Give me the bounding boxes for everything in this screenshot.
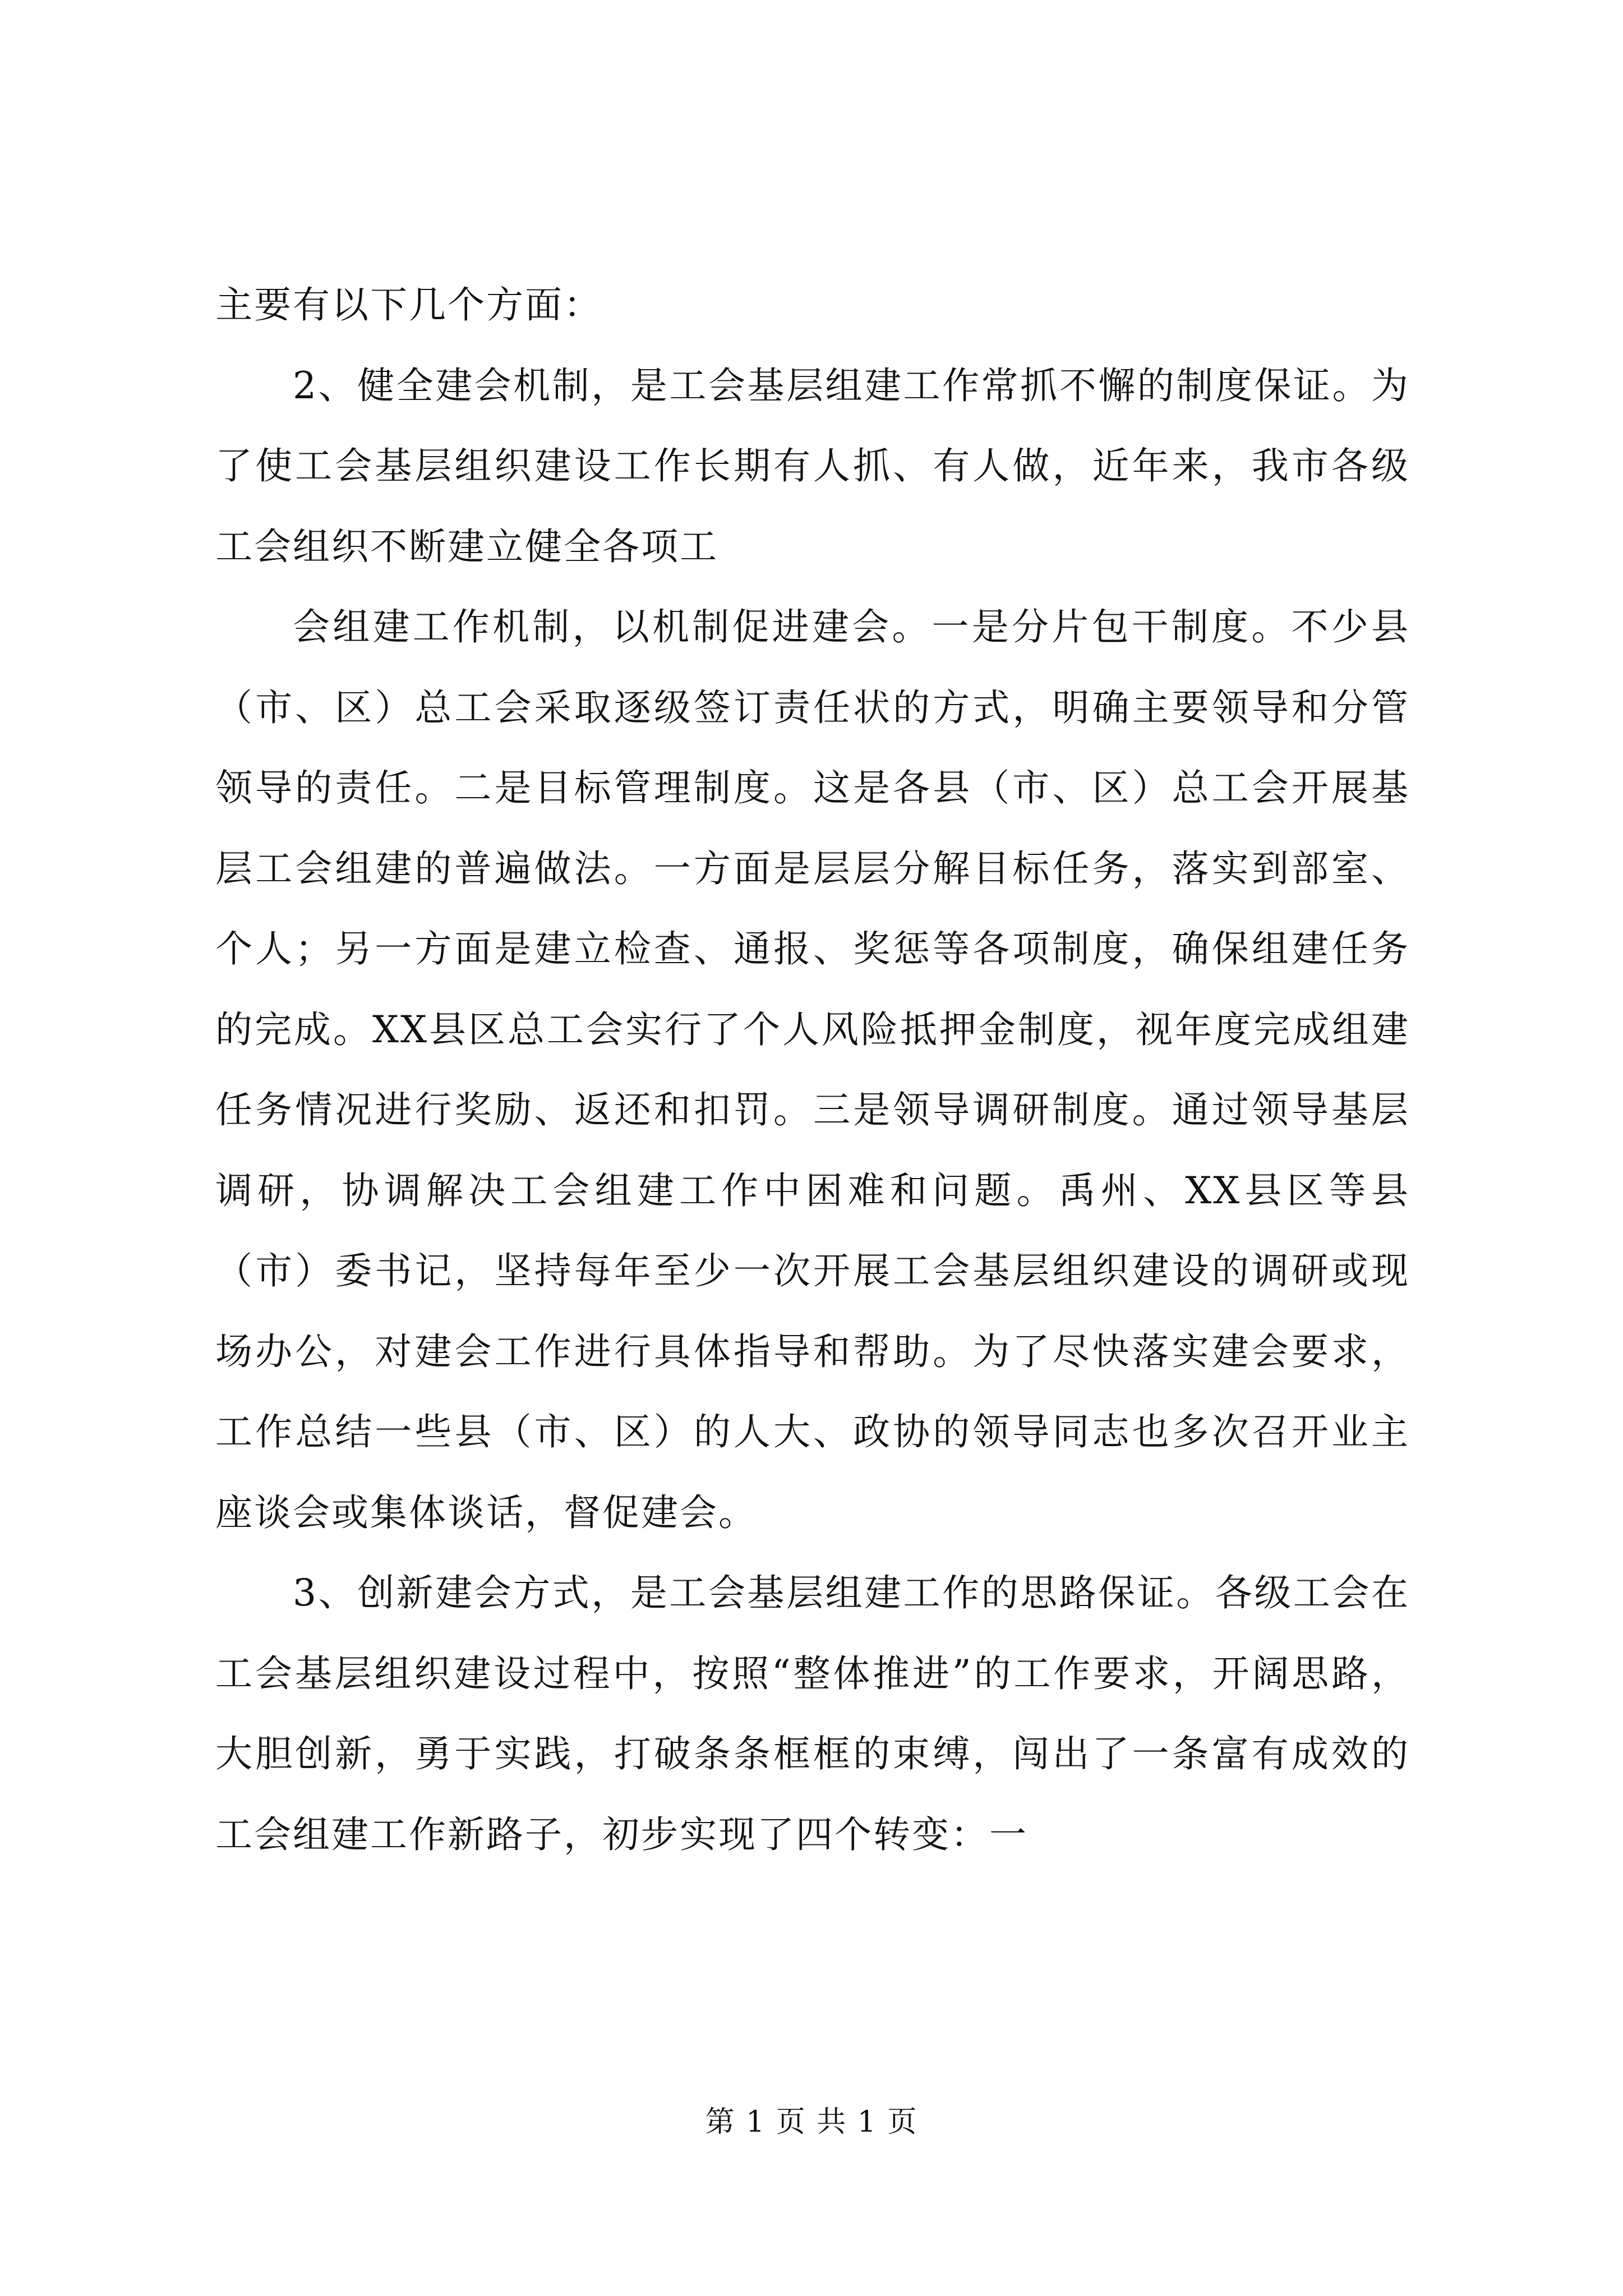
document-body (215, 265, 1410, 1875)
paragraph-item-3: 3、创新建会方式，是工会基层组建工作的思路保证。各级工会在工会基层组织建设过程中，按照“整体推进”的工作要求，开阔思路，大胆创新，勇于实践，打破条条框框的束缚，闯出了一条富有成效的工会组建工作新路子，初步实现了四个转变：一 (215, 1571, 1410, 1856)
page-footer: 第 1 页 共 1 页 (705, 2105, 918, 2139)
paragraph-intro: 主要有以下几个方面： (215, 283, 602, 326)
paragraph-item-2: 2、健全建会机制，是工会基层组建工作常抓不懈的制度保证。为了使工会基层组织建设工作长期有人抓、有人做，近年来，我市各级工会组织不断建立健全各项工 (215, 364, 1410, 568)
paragraph-mechanisms: 会组建工作机制，以机制促进建会。一是分片包干制度。不少县（市、区）总工会采取逐级签订责任状的方式，明确主要领导和分管领导的责任。二是目标管理制度。这是各县（市、区）总工会开展基层工会组建的普遍做法。一方面是层层分解目标任务，落实到部室、个人；另一方面是建立检查、通报、奖惩等各项制度，确保组建任务的完成。XX县区总工会实行了个人风险抵押金制度，视年度完成组建任务情况进行奖励、返还和扣罚。三是领导调研制度。通过领导基层调研，协调解决工会组建工作中困难和问题。禹州、XX县区等县（市）委书记，坚持每年至少一次开展工会基层组织建设的调研或现场办公，对建会工作进行具体指导和帮助。为了尽快落实建会要求，工作总结一些县（市、区）的人大、政协的领导同志也多次召开业主座谈会或集体谈话，督促建会。 (215, 605, 1410, 1534)
